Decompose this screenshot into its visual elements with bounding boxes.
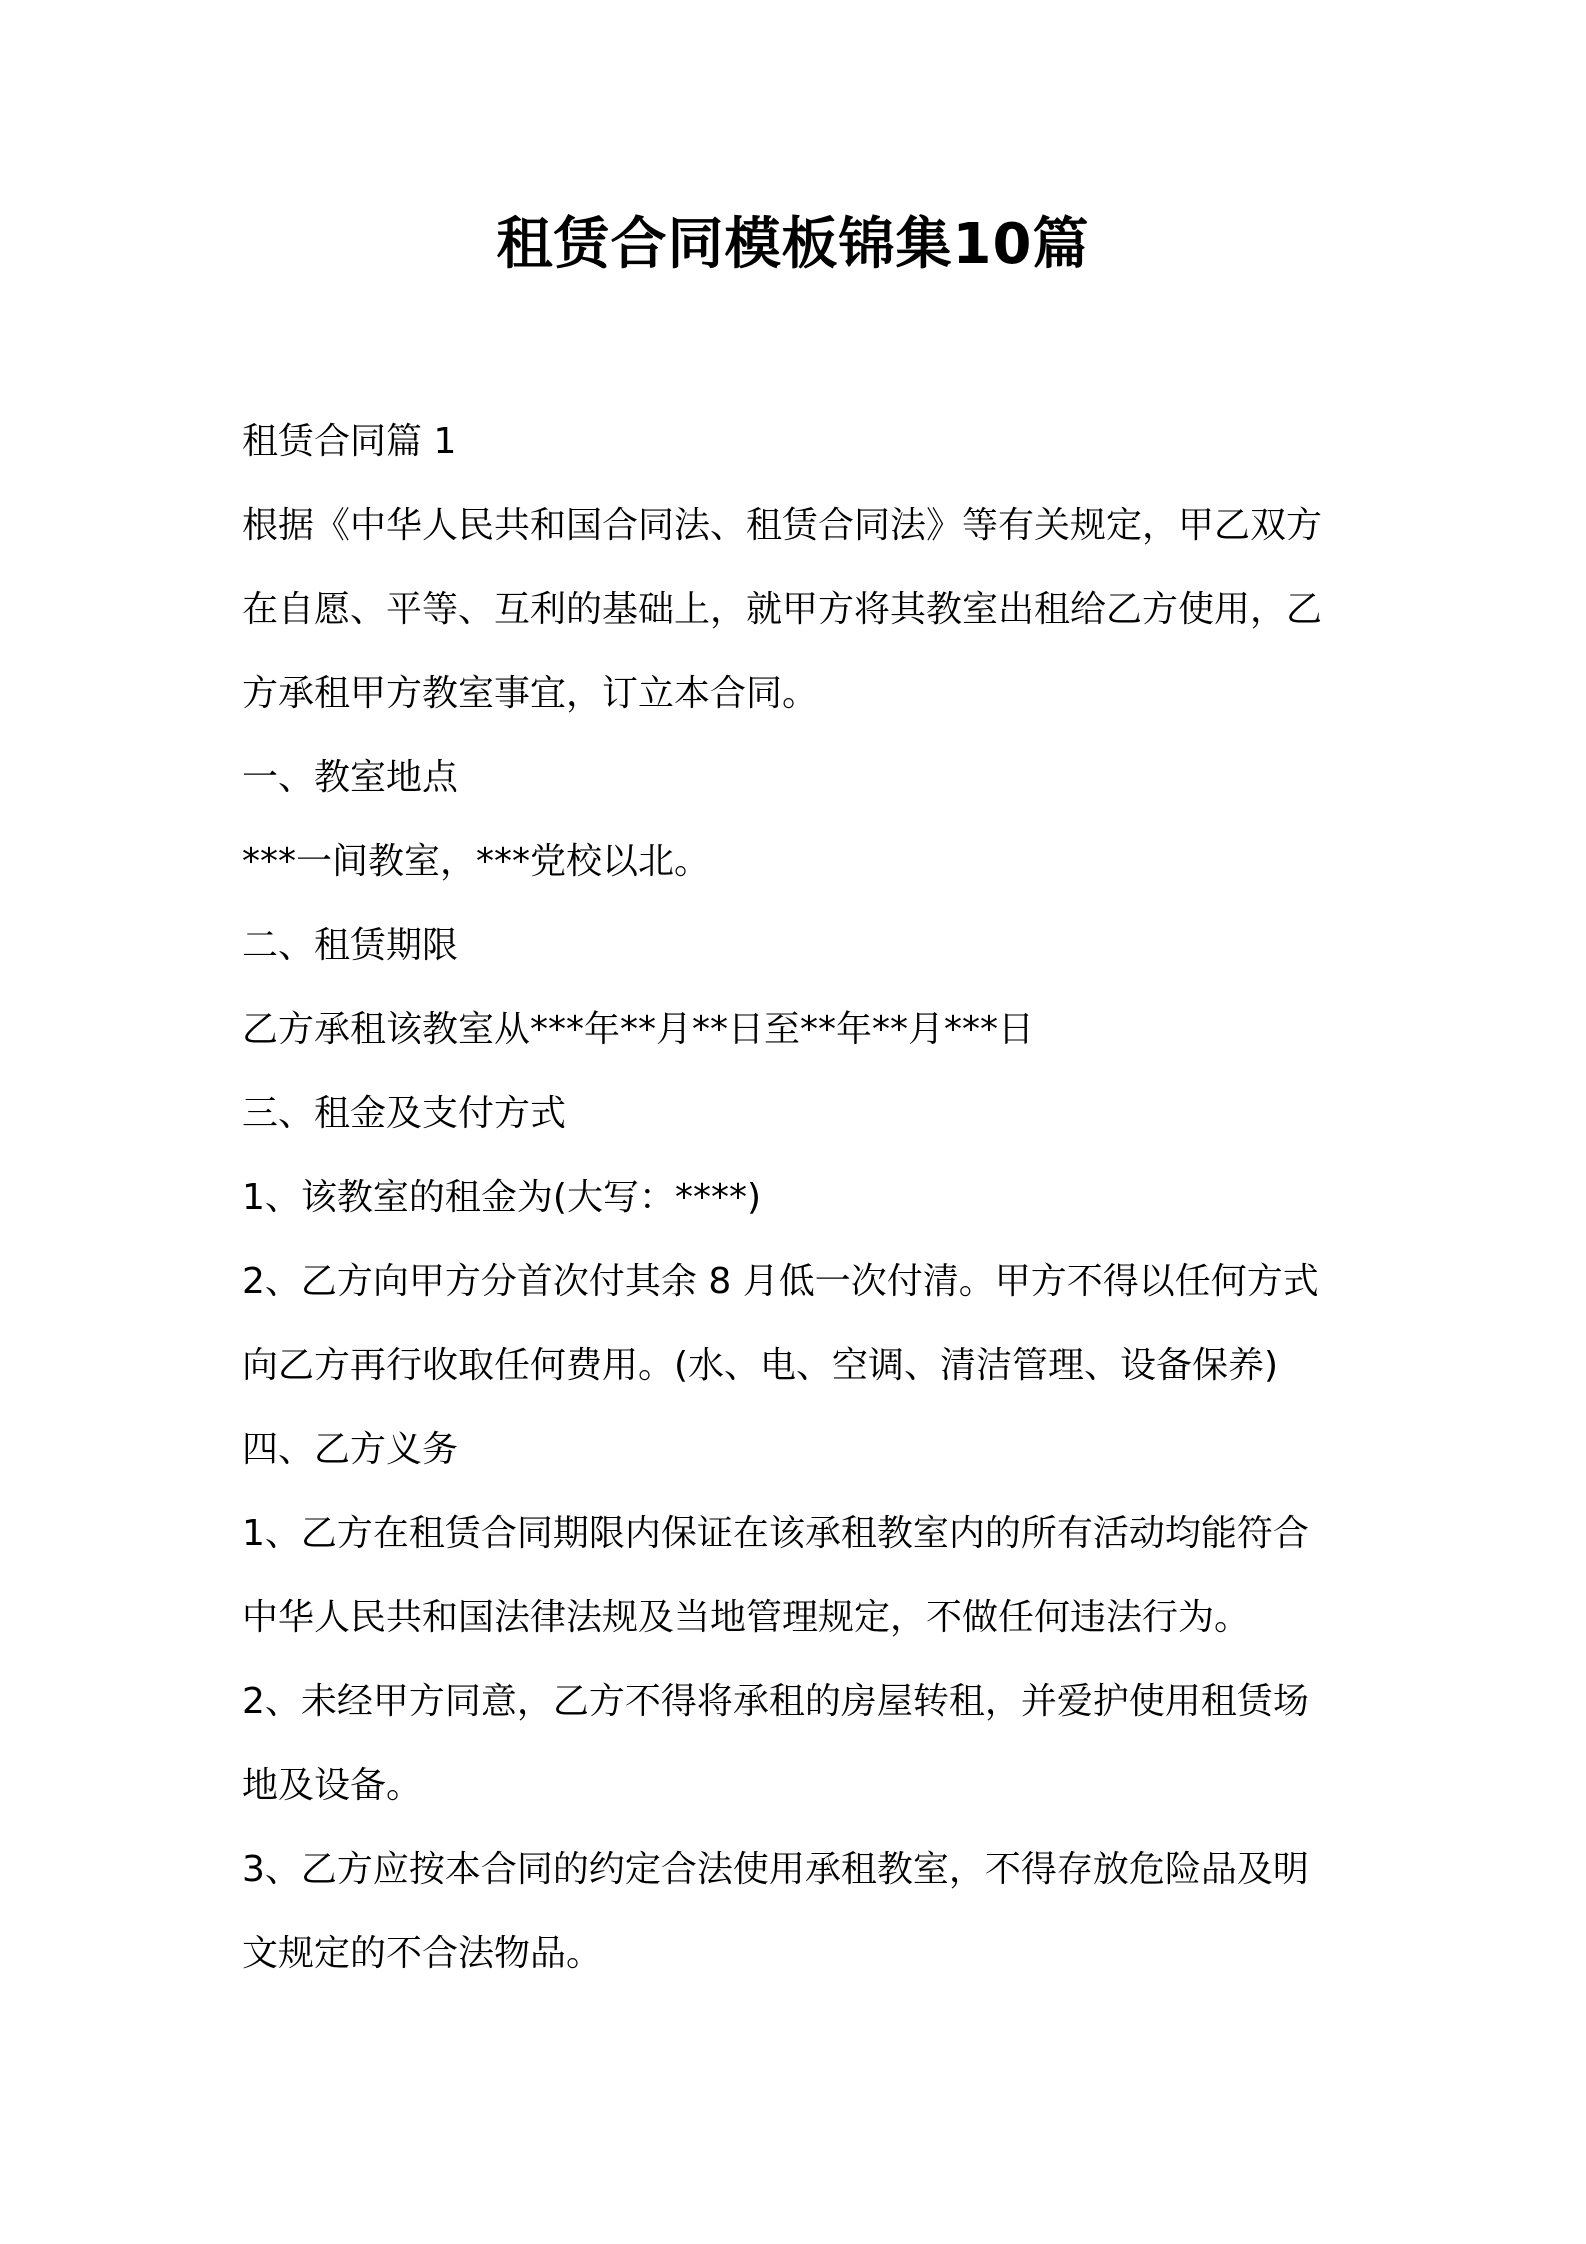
paragraph-line: 在自愿、平等、互利的基础上，就甲方将其教室出租给乙方使用，乙: [242, 589, 1323, 630]
paragraph-line: 1、乙方在租赁合同期限内保证在该承租教室内的所有活动均能符合: [242, 1513, 1309, 1554]
paragraph-line: 2、乙方向甲方分首次付其余 8 月低一次付清。甲方不得以任何方式: [242, 1261, 1319, 1302]
paragraph-line: 向乙方再行收取任何费用。(水、电、空调、清洁管理、设备保养): [242, 1345, 1279, 1386]
clause-heading: 一、教室地点: [242, 757, 459, 798]
paragraph-line: 中华人民共和国法律法规及当地管理规定，不做任何违法行为。: [242, 1597, 1251, 1638]
clause-heading: 四、乙方义务: [242, 1429, 459, 1470]
paragraph-line: ***一间教室，***党校以北。: [242, 841, 711, 882]
paragraph-line: 2、未经甲方同意，乙方不得将承租的房屋转租，并爱护使用租赁场: [242, 1681, 1309, 1722]
paragraph-line: 3、乙方应按本合同的约定合法使用承租教室，不得存放危险品及明: [242, 1849, 1309, 1890]
clause-heading: 三、租金及支付方式: [242, 1093, 567, 1134]
document-title: 租赁合同模板锦集10篇: [496, 212, 1090, 277]
paragraph-line: 方承租甲方教室事宜，订立本合同。: [242, 673, 819, 714]
paragraph-line: 文规定的不合法物品。: [242, 1933, 603, 1974]
section-heading: 租赁合同篇 1: [242, 421, 457, 462]
paragraph-line: 1、该教室的租金为(大写：****): [242, 1177, 761, 1218]
clause-heading: 二、租赁期限: [242, 925, 459, 966]
document-body: [242, 400, 1362, 1996]
paragraph-line: 乙方承租该教室从***年**月**日至**年**月***日: [242, 1009, 1035, 1050]
paragraph-line: 地及设备。: [242, 1765, 423, 1806]
paragraph-line: 根据《中华人民共和国合同法、租赁合同法》等有关规定，甲乙双方: [242, 505, 1323, 546]
